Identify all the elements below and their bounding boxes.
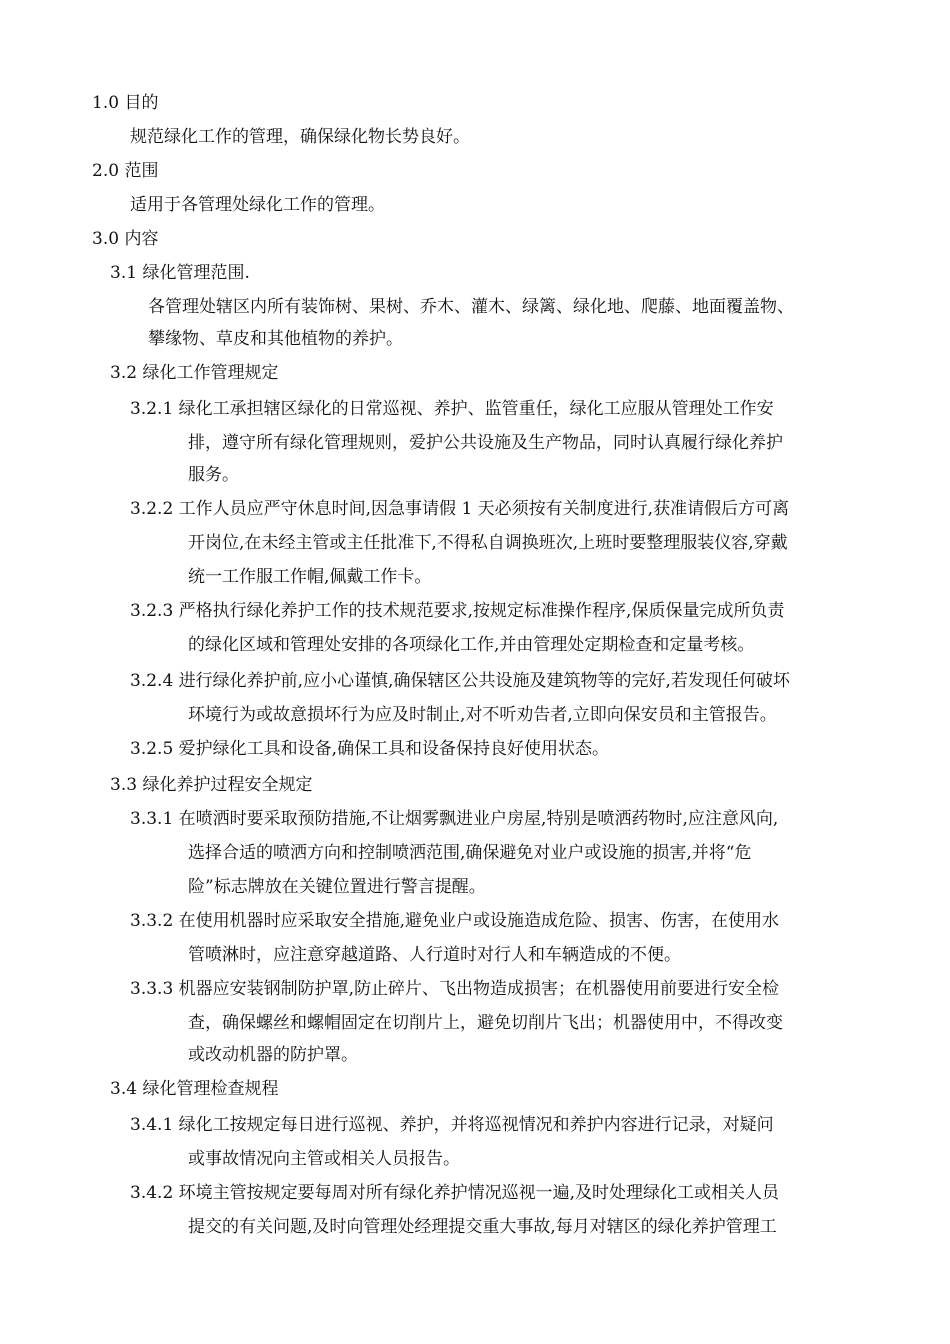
clause-3-4-2-line-1: 3.4.2 环境主管按规定要每周对所有绿化养护情况巡视一遍,及时处理绿化工或相关人员 [130,1183,780,1203]
clause-3-3-2-line-2: 管喷淋时，应注意穿越道路、人行道时对行人和车辆造成的不便。 [188,945,681,965]
clause-3-4-2-line-2: 提交的有关问题,及时向管理处经理提交重大事故,每月对辖区的绿化养护管理工 [188,1217,777,1237]
clause-3-2-5: 3.2.5 爱护绿化工具和设备,确保工具和设备保持良好使用状态。 [130,739,610,759]
clause-3-3-1-line-1: 3.3.1 在喷洒时要采取预防措施,不让烟雾飘进业户房屋,特别是喷洒药物时,应注意风向, [130,809,779,829]
paragraph-scope: 适用于各管理处绿化工作的管理。 [130,195,385,215]
clause-3-4-1-line-2: 或事故情况向主管或相关人员报告。 [188,1149,460,1169]
clause-3-2-2-line-1: 3.2.2 工作人员应严守休息时间,因急事请假 1 天必须按有关制度进行,获准请假后方可离 [130,499,790,519]
clause-3-2-1-line-3: 服务。 [188,465,239,485]
heading-3-2: 3.2 绿化工作管理规定 [110,363,279,383]
clause-3-2-3-line-2: 的绿化区域和管理处安排的各项绿化工作,并由管理处定期检查和定量考核。 [188,635,755,655]
paragraph-3-1-line-2: 攀缘物、草皮和其他植物的养护。 [148,329,403,349]
clause-3-2-4-line-1: 3.2.4 进行绿化养护前,应小心谨慎,确保辖区公共设施及建筑物等的完好,若发现任何破坏 [130,671,790,691]
clause-3-3-1-line-2: 选择合适的喷洒方向和控制喷洒范围,确保避免对业户或设施的损害,并将“危 [188,843,752,863]
paragraph-3-1-line-1: 各管理处辖区内所有装饰树、果树、乔木、灌木、绿篱、绿化地、爬藤、地面覆盖物、 [148,297,794,317]
clause-3-2-2-line-2: 开岗位,在未经主管或主任批准下,不得私自调换班次,上班时要整理服装仪容,穿戴 [188,533,788,553]
heading-3-1: 3.1 绿化管理范围. [110,263,250,283]
heading-3-4: 3.4 绿化管理检查规程 [110,1079,279,1099]
clause-3-3-3-line-2: 查，确保螺丝和螺帽固定在切削片上，避免切削片飞出；机器使用中，不得改变 [188,1013,783,1033]
heading-scope: 2.0 范围 [92,161,159,181]
clause-3-4-1-line-1: 3.4.1 绿化工按规定每日进行巡视、养护，并将巡视情况和养护内容进行记录，对疑问 [130,1115,774,1135]
clause-3-2-3-line-1: 3.2.3 严格执行绿化养护工作的技术规范要求,按规定标准操作程序,保质保量完成所负责 [130,601,785,621]
heading-content: 3.0 内容 [92,229,159,249]
clause-3-2-1-line-1: 3.2.1 绿化工承担辖区绿化的日常巡视、养护、监管重任，绿化工应服从管理处工作安 [130,399,774,419]
clause-3-2-2-line-3: 统一工作服工作帽,佩戴工作卡。 [188,567,432,587]
clause-3-3-3-line-3: 或改动机器的防护罩。 [188,1045,358,1065]
clause-3-3-1-line-3: 险”标志牌放在关键位置进行警言提醒。 [188,877,486,897]
clause-3-3-2-line-1: 3.3.2 在使用机器时应采取安全措施,避免业户或设施造成危险、损害、伤害，在使用水 [130,911,780,931]
paragraph-purpose: 规范绿化工作的管理，确保绿化物长势良好。 [130,127,470,147]
heading-3-3: 3.3 绿化养护过程安全规定 [110,775,313,795]
clause-3-3-3-line-1: 3.3.3 机器应安装钢制防护罩,防止碎片、飞出物造成损害；在机器使用前要进行安全检 [130,979,780,999]
heading-purpose: 1.0 目的 [92,93,159,113]
clause-3-2-1-line-2: 排，遵守所有绿化管理规则，爱护公共设施及生产物品，同时认真履行绿化养护 [188,433,783,453]
clause-3-2-4-line-2: 环境行为或故意损坏行为应及时制止,对不听劝告者,立即向保安员和主管报告。 [188,705,777,725]
